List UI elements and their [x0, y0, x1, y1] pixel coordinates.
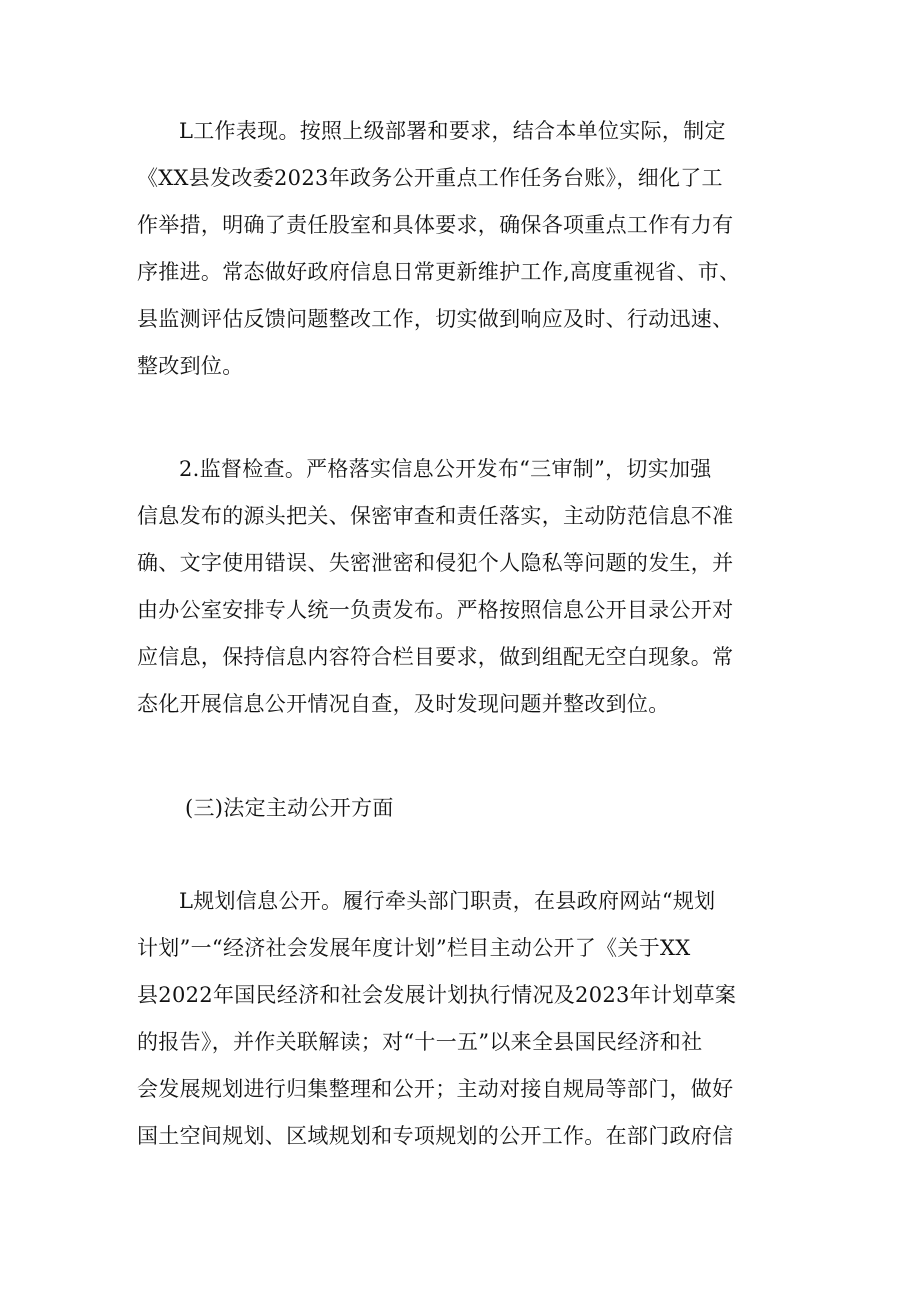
paragraph-work-performance [137, 108, 827, 390]
paragraph-line: 整改到位。 [137, 354, 244, 378]
paragraph-line: 确、文字使用错误、失密泄密和侵犯个人隐私等问题的发生，并 [137, 551, 734, 575]
paragraph-line: 的报告》，并作关联解读；对“十一五”以来全县国民经济和社 [137, 1030, 703, 1054]
paragraph-line: L工作表现。按照上级部署和要求，结合本单位实际，制定 [179, 119, 726, 143]
paragraph-line: 作举措，明确了责任股室和具体要求，确保各项重点工作有力有 [137, 213, 734, 237]
paragraph-line: 县2022年国民经济和社会发展计划执行情况及2023年计划草案 [137, 983, 737, 1007]
paragraph-line: 2.监督检查。严格落实信息公开发布“三审制”，切实加强 [179, 457, 712, 481]
paragraph-line: 信息发布的源头把关、保密审查和责任落实，主动防范信息不准 [137, 504, 734, 528]
paragraph-line: 序推进。常态做好政府信息日常更新维护工作,高度重视省、市、 [137, 260, 741, 284]
paragraph-supervision-inspection [137, 446, 827, 728]
paragraph-line: L规划信息公开。履行牵头部门职责，在县政府网站“规划 [179, 889, 716, 913]
section-heading: (三)法定主动公开方面 [185, 796, 394, 820]
paragraph-line: 《XX县发改委2023年政务公开重点工作任务台账》，细化了工 [137, 166, 723, 190]
paragraph-line: 应信息，保持信息内容符合栏目要求，做到组配无空白现象。常 [137, 645, 734, 669]
paragraph-line: 县监测评估反馈问题整改工作，切实做到响应及时、行动迅速、 [137, 307, 734, 331]
paragraph-planning-disclosure [137, 878, 827, 1160]
paragraph-line: 会发展规划进行归集整理和公开；主动对接自规局等部门，做好 [137, 1077, 734, 1101]
paragraph-line: 计划”一“经济社会发展年度计划”栏目主动公开了《关于XX [137, 936, 691, 960]
paragraph-line: 由办公室安排专人统一负责发布。严格按照信息公开目录公开对 [137, 598, 734, 622]
paragraph-line: 国土空间规划、区域规划和专项规划的公开工作。在部门政府信 [137, 1124, 734, 1148]
paragraph-line: 态化开展信息公开情况自查，及时发现问题并整改到位。 [137, 692, 670, 716]
